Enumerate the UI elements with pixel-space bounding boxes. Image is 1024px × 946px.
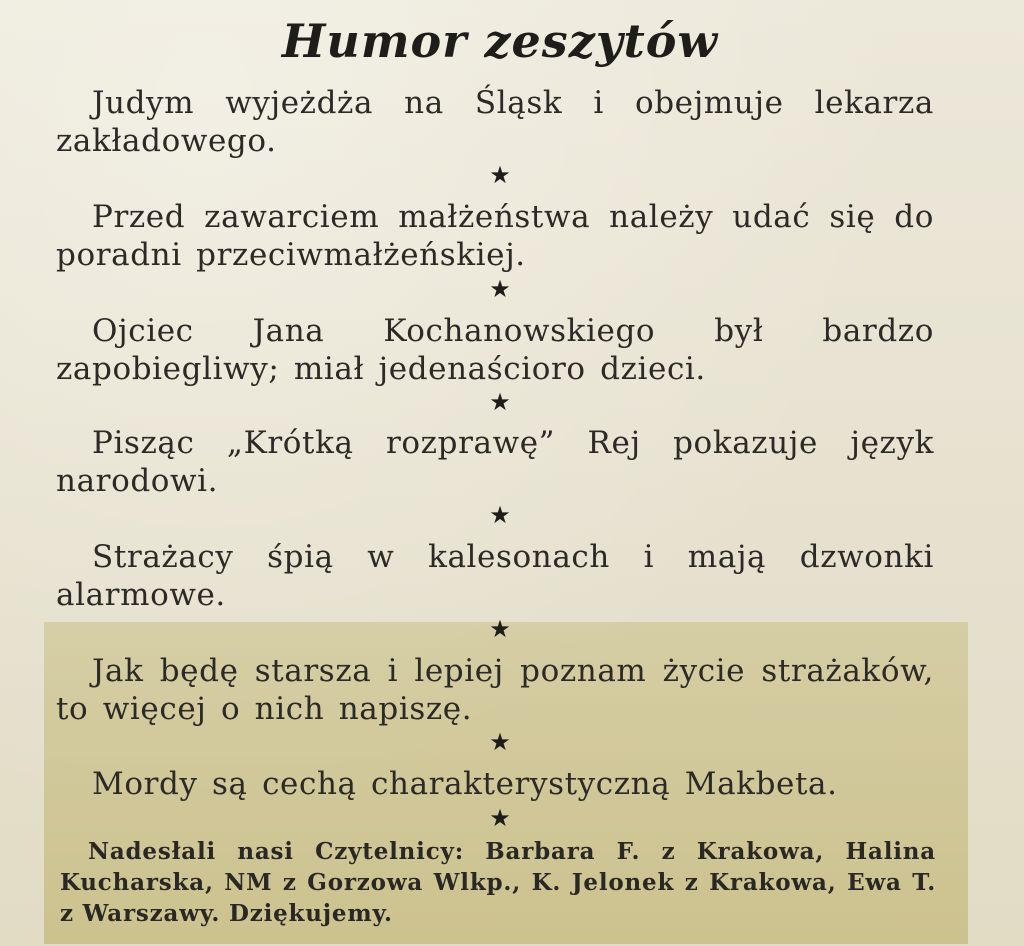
star-separator: ★ <box>489 161 511 189</box>
joke-item-5: Strażacy śpią w kalesonach i mają dzwonki alarmowe. <box>56 539 934 613</box>
star-separator: ★ <box>489 501 511 529</box>
joke-item-1: Judym wyjeżdża na Śląsk i obejmuje lekarza zakładowego. <box>56 85 934 159</box>
joke-item-3: Ojciec Jana Kochanowskiego był bardzo zapobiegliwy; miał jedenaścioro dzieci. <box>56 313 934 387</box>
star-separator: ★ <box>489 804 511 832</box>
reader-credits: Nadesłali nasi Czytelnicy: Barbara F. z Krakowa, Halina Kucharska, NM z Gorzowa Wlkp., K. Jelonek z Krakowa, Ewa T. z Warszawy. Dziękujemy. <box>60 838 936 927</box>
column-title: Humor zeszytów <box>281 14 719 68</box>
joke-item-4: Pisząc „Krótką rozprawę” Rej pokazuje język narodowi. <box>56 425 934 499</box>
star-separator: ★ <box>489 388 511 416</box>
joke-item-7: Mordy są cechą charakterystyczną Makbeta. <box>92 766 838 802</box>
joke-item-2: Przed zawarciem małżeństwa należy udać się do poradni przeciwmałżeńskiej. <box>56 199 934 273</box>
star-separator: ★ <box>489 615 511 643</box>
star-separator: ★ <box>489 275 511 303</box>
star-separator: ★ <box>489 728 511 756</box>
joke-item-6: Jak będę starsza i lepiej poznam życie strażaków, to więcej o nich napiszę. <box>56 653 934 727</box>
